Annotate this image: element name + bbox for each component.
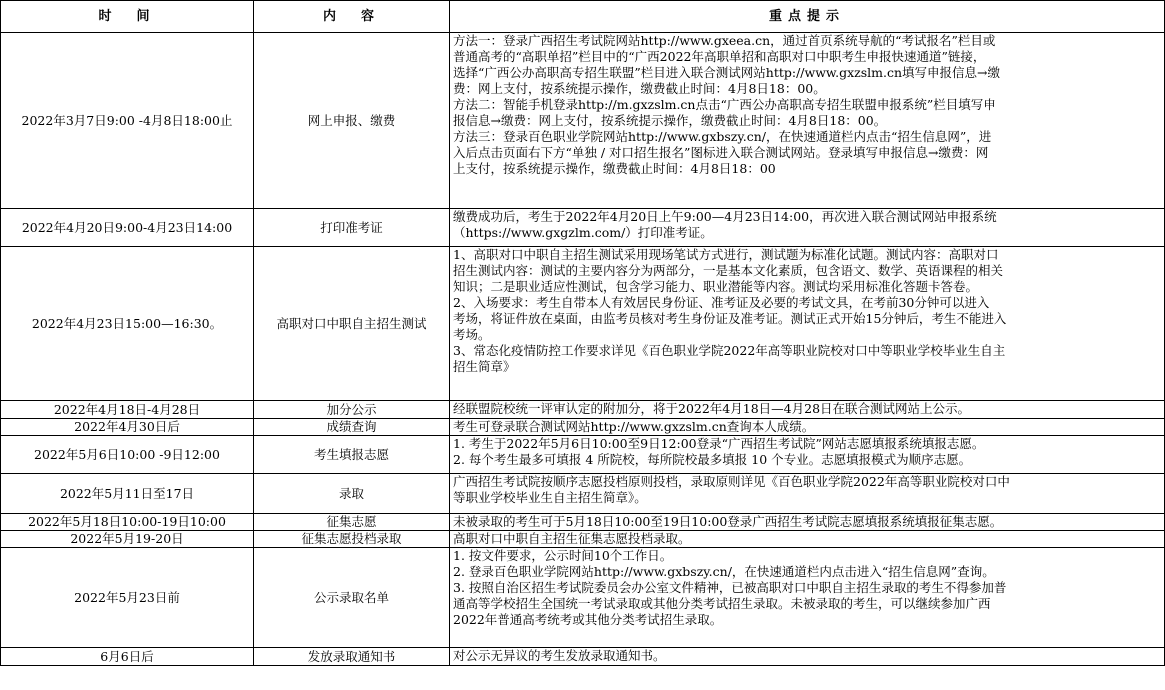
cell-content: 加分公示 (254, 401, 450, 419)
tip-line: 上支付，按系统提示操作，缴费截止时间：4月8日18：00 (453, 161, 776, 176)
tip-line: 2. 每个考生最多可填报 4 所院校，每所院校最多填报 10 个专业。志愿填报模式为顺序志愿。 (453, 452, 972, 467)
tip-line: 等职业学校毕业生自主招生简章》。 (453, 490, 647, 505)
tip-line: 广西招生考试院按顺序志愿投档原则投档，录取原则详见《百色职业学院2022年高等职业院校对口中 (453, 474, 1010, 489)
tip-line: 选择“广西公办高职高专招生联盟”栏目进入联合测试网站http://www.gxzslm.cn填写申报信息→缴 (453, 65, 1001, 80)
tip-line: 1. 考生于2022年5月6日10:00至9日12:00登录“广西招生考试院”网站志愿填报系统填报志愿。 (453, 436, 985, 451)
cell-tips (450, 209, 1165, 247)
tip-line: （https://www.gxgzlm.com/）打印准考证。 (453, 225, 713, 240)
cell-content: 网上申报、缴费 (254, 33, 450, 209)
table-row (1, 401, 1165, 419)
cell-tips (450, 474, 1165, 514)
tip-line: 方法二：智能手机登录http://m.gxzslm.cn点击“广西公办高职高专招生联盟申报系统”栏目填写申 (453, 97, 996, 112)
cell-tips (450, 33, 1165, 209)
tip-line: 考生可登录联合测试网站http://www.gxzslm.cn查询本人成绩。 (453, 419, 815, 434)
cell-time: 2022年4月30日后 (1, 419, 254, 436)
tip-line: 招生简章》 (453, 359, 516, 374)
cell-content: 征集志愿 (254, 514, 450, 531)
table-row (1, 33, 1165, 209)
cell-content: 成绩查询 (254, 419, 450, 436)
cell-time: 2022年5月23日前 (1, 548, 254, 648)
header-time: 时 间 (1, 1, 254, 33)
cell-tips (450, 401, 1165, 419)
tip-line: 1、高职对口中职自主招生测试采用现场笔试方式进行，测试题为标准化试题。测试内容：高职对口 (453, 247, 999, 262)
tip-line: 高职对口中职自主招生征集志愿投档录取。 (453, 531, 691, 546)
tip-line: 未被录取的考生可于5月18日10:00至19日10:00登录广西招生考试院志愿填报系统填报征集志愿。 (453, 514, 1003, 529)
table-row (1, 474, 1165, 514)
schedule-rows (1, 33, 1165, 666)
tip-line: 2022年普通高考统考或其他分类考试招生录取。 (453, 612, 723, 627)
tip-line: 1. 按文件要求，公示时间10个工作日。 (453, 548, 673, 563)
tip-line: 考场。 (453, 327, 491, 342)
cell-content: 考生填报志愿 (254, 436, 450, 474)
cell-content: 录取 (254, 474, 450, 514)
cell-tips (450, 648, 1165, 666)
cell-content: 高职对口中职自主招生测试 (254, 247, 450, 401)
tip-line: 2. 登录百色职业学院网站http://www.gxbszy.cn/，在快速通道栏内点击进入“招生信息网”查询。 (453, 564, 995, 579)
header-tips: 重点提示 (450, 1, 1165, 33)
cell-content: 征集志愿投档录取 (254, 531, 450, 548)
tip-line: 缴费成功后，考生于2022年4月20日上午9:00—4月23日14:00，再次进入联合测试网站申报系统 (453, 209, 997, 224)
table-row (1, 531, 1165, 548)
tip-line: 知识；二是职业适应性测试，包含学习能力、职业潜能等内容。测试均采用标准化答题卡答卷。 (453, 279, 979, 294)
table-row (1, 419, 1165, 436)
cell-time: 2022年4月18日-4月28日 (1, 401, 254, 419)
cell-time: 2022年5月6日10:00 -9日12:00 (1, 436, 254, 474)
cell-tips (450, 548, 1165, 648)
tip-line: 3. 按照自治区招生考试院委员会办公室文件精神，已被高职对口中职自主招生录取的考生不得参加普 (453, 580, 1007, 595)
tip-line: 普通高考的“高职单招”栏目中的“广西2022年高职单招和高职对口中职考生申报快速通道”链接， (453, 49, 986, 64)
tip-line: 方法三：登录百色职业学院网站http://www.gxbszy.cn/，在快速通道栏内点击“招生信息网”，进 (453, 129, 992, 144)
cell-content: 公示录取名单 (254, 548, 450, 648)
cell-tips (450, 247, 1165, 401)
cell-time: 2022年4月23日15:00—16:30。 (1, 247, 254, 401)
tip-line: 招生测试内容：测试的主要内容分为两部分，一是基本文化素质，包含语文、数学、英语课程的相关 (453, 263, 1004, 278)
cell-tips (450, 419, 1165, 436)
table-row (1, 436, 1165, 474)
cell-time: 2022年4月20日9:00-4月23日14:00 (1, 209, 254, 247)
tip-line: 3、常态化疫情防控工作要求详见《百色职业学院2022年高等职业院校对口中等职业学校毕业生自主 (453, 343, 1006, 358)
cell-time: 2022年5月19-20日 (1, 531, 254, 548)
cell-time: 2022年3月7日9:00 -4月8日18:00止 (1, 33, 254, 209)
tip-line: 考场，将证件放在桌面，由监考员核对考生身份证及准考证。测试正式开始15分钟后，考生不能进入 (453, 311, 1007, 326)
header-content: 内 容 (254, 1, 450, 33)
tip-line: 对公示无异议的考生发放录取通知书。 (453, 648, 666, 663)
cell-content: 发放录取通知书 (254, 648, 450, 666)
cell-tips (450, 436, 1165, 474)
cell-content: 打印准考证 (254, 209, 450, 247)
tip-line: 2、入场要求：考生自带本人有效居民身份证、准考证及必要的考试文具，在考前30分钟可以进入 (453, 295, 990, 310)
tip-line: 通高等学校招生全国统一考试录取或其他分类考试招生录取。未被录取的考生，可以继续参加广西 (453, 596, 991, 611)
cell-tips (450, 514, 1165, 531)
cell-time: 6月6日后 (1, 648, 254, 666)
table-row (1, 514, 1165, 531)
table-row (1, 209, 1165, 247)
tip-line: 方法一：登录广西招生考试院网站http://www.gxeea.cn，通过首页系统导航的“考试报名”栏目或 (453, 33, 996, 48)
cell-time: 2022年5月18日10:00-19日10:00 (1, 514, 254, 531)
tip-line: 经联盟院校统一评审认定的附加分，将于2022年4月18日—4月28日在联合测试网站上公示。 (453, 401, 971, 416)
cell-tips (450, 531, 1165, 548)
table-row (1, 648, 1165, 666)
tip-line: 报信息→缴费：网上支付，按系统提示操作，缴费截止时间：4月8日18：00。 (453, 113, 887, 128)
table-row (1, 247, 1165, 401)
table-row (1, 548, 1165, 648)
tip-line: 入后点击页面右下方“单独 / 对口招生报名”图标进入联合测试网站。登录填写申报信息→缴费：网 (453, 145, 989, 160)
tip-line: 费：网上支付，按系统提示操作，缴费截止时间：4月8日18：00。 (453, 81, 826, 96)
cell-time: 2022年5月11日至17日 (1, 474, 254, 514)
table-header-row (1, 1, 1165, 33)
